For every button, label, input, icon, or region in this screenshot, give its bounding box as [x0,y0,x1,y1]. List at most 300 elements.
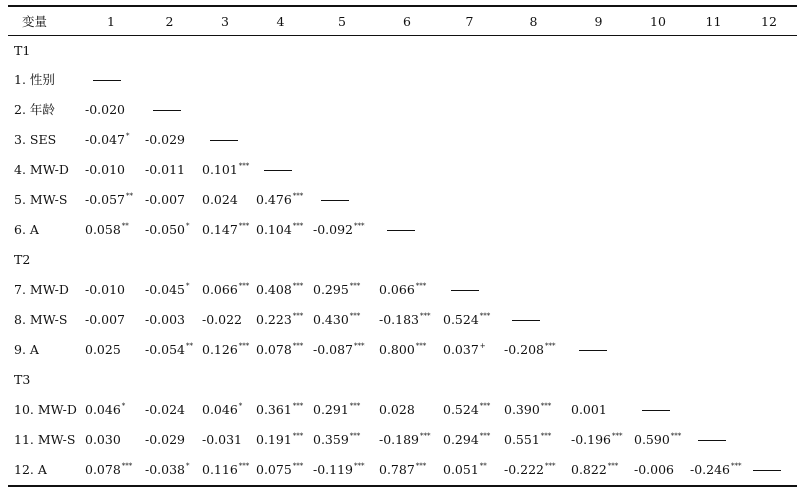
coefficient-value: -0.031 [202,431,243,447]
table-cell [567,214,630,244]
table-cell [500,394,567,424]
table-cell [141,334,198,364]
significance-marker: *** [238,281,250,290]
variable-label: 8. MW-S [14,311,68,327]
table-cell [252,124,309,154]
coefficient-value: -0.010 [85,281,126,297]
table-cell [252,424,309,454]
table-cell [439,124,500,154]
table-row [8,124,797,154]
significance-marker: *** [292,341,304,350]
significance-marker: ** [186,341,194,350]
table-cell [500,424,567,454]
table-cell [741,304,797,334]
table-cell [567,304,630,334]
correlation-table [8,6,797,484]
significance-marker: * [126,131,130,140]
table-cell [375,94,439,124]
table-cell [141,64,198,94]
coefficient-value: 0.408 [256,281,292,297]
variable-label: 11. MW-S [14,431,76,447]
significance-marker: *** [354,221,365,230]
table-cell [741,274,797,304]
table-cell [198,334,252,364]
table-cell [686,154,741,184]
table-cell [198,184,252,214]
coefficient-value: 0.101 [202,161,238,177]
table-cell [252,214,309,244]
table-cell [81,334,141,364]
coefficient-value: 0.028 [379,401,415,417]
coefficient-value: -0.050 [145,221,186,237]
table-cell [439,94,500,124]
diagonal-dash [512,320,540,321]
header-cell: 12 [761,13,777,29]
table-row [8,214,797,244]
table-cell [500,36,567,64]
variable-label: 1. 性别 [14,72,55,87]
variable-label: 9. A [14,341,39,357]
significance-marker: *** [292,431,304,440]
coefficient-value: -0.024 [145,401,186,417]
table-cell [567,184,630,214]
table-cell [375,424,439,454]
table-cell [741,184,797,214]
significance-marker: * [186,281,190,290]
table-cell [567,454,630,484]
table-cell [567,244,630,274]
table-row [8,424,797,454]
table-cell [198,274,252,304]
table-cell [439,334,500,364]
table-cell [141,274,198,304]
table-cell [309,304,375,334]
table-cell [81,274,141,304]
significance-marker: *** [545,461,556,470]
header-cell: 2 [165,13,174,29]
table-cell [252,64,309,94]
table-cell [81,64,141,94]
table-row [8,64,797,94]
table-cell [567,36,630,64]
table-cell [81,424,141,454]
table-cell [567,94,630,124]
coefficient-value: -0.011 [145,161,186,177]
table-cell [198,94,252,124]
table-cell [252,94,309,124]
coefficient-value: -0.045 [145,281,186,297]
table-cell [686,94,741,124]
table-cell [439,244,500,274]
coefficient-value: 0.359 [313,431,349,447]
diagonal-dash [210,140,238,141]
table-cell [630,394,686,424]
variable-label: 10. MW-D [14,401,77,417]
coefficient-value: -0.087 [313,341,354,357]
coefficient-value: -0.007 [145,191,186,207]
significance-marker: * [238,401,243,410]
table-cell [686,424,741,454]
header-cell-variable: 变量 [22,14,48,29]
table-cell [686,454,741,484]
table-cell [375,364,439,394]
table-cell [309,424,375,454]
coefficient-value: 0.590 [634,431,670,447]
section-row [8,244,797,274]
coefficient-value: -0.029 [145,431,186,447]
coefficient-value: 0.126 [202,341,238,357]
table-cell [439,64,500,94]
significance-marker: *** [354,461,365,470]
coefficient-value: -0.038 [145,461,186,477]
significance-marker: *** [612,431,623,440]
table-cell [686,64,741,94]
coefficient-value: 0.822 [571,461,607,477]
header-cell: 11 [705,13,722,29]
coefficient-value: 0.078 [85,461,121,477]
table-cell [198,394,252,424]
header-cell: 3 [221,13,229,29]
table-cell [375,64,439,94]
coefficient-value: -0.246 [690,461,731,477]
table-cell [375,334,439,364]
table-cell [500,214,567,244]
coefficient-value: 0.066 [202,281,238,297]
coefficient-value: 0.116 [202,461,238,477]
table-row [8,304,797,334]
table-row [8,454,797,484]
table-cell [439,394,500,424]
coefficient-value: 0.037 [443,341,479,357]
significance-marker: *** [349,311,361,320]
significance-marker: ** [121,221,129,230]
coefficient-value: 0.524 [443,311,479,327]
table-row [8,154,797,184]
coefficient-value: 0.191 [256,431,292,447]
variable-label: 4. MW-D [14,161,69,177]
significance-marker: *** [349,401,361,410]
table-row [8,184,797,214]
table-cell [141,394,198,424]
section-label: T2 [14,251,31,267]
table-cell [141,364,198,394]
table-cell [198,214,252,244]
table-row [8,274,797,304]
variable-label: 6. A [14,221,39,237]
table-cell [567,124,630,154]
coefficient-value: -0.189 [379,431,420,447]
diagonal-dash [153,110,181,111]
diagonal-dash [753,470,781,471]
table-cell [741,334,797,364]
table-cell [198,304,252,334]
table-cell [630,364,686,394]
table-cell [741,36,797,64]
table-cell [630,154,686,184]
table-cell [141,454,198,484]
header-cell: 9 [594,13,603,29]
table-cell [81,36,141,64]
header-row [8,6,797,36]
table-cell [567,64,630,94]
table-cell [375,454,439,484]
section-label: T3 [14,371,31,387]
significance-marker: *** [292,221,304,230]
table-cell [252,364,309,394]
diagonal-dash [698,440,726,441]
significance-marker: *** [479,311,491,320]
table-cell [375,394,439,424]
table-cell [439,364,500,394]
table-cell [686,334,741,364]
significance-marker: *** [415,341,427,350]
significance-marker: * [121,401,126,410]
table-cell [198,124,252,154]
table-cell [439,214,500,244]
table-cell [198,36,252,64]
significance-marker: *** [349,431,361,440]
header-cell: 4 [276,13,285,29]
variable-label: 2. 年龄 [14,102,55,117]
table-cell [439,36,500,64]
diagonal-dash [387,230,415,231]
coefficient-value: 0.524 [443,401,479,417]
table-cell [375,244,439,274]
table-cell [309,394,375,424]
table-row [8,94,797,124]
significance-marker: *** [238,161,250,170]
table-cell [439,304,500,334]
table-cell [500,364,567,394]
table-cell [741,454,797,484]
table-cell [309,364,375,394]
table-cell [686,124,741,154]
table-cell [630,334,686,364]
table-cell [198,424,252,454]
table-cell [252,304,309,334]
table-cell [198,154,252,184]
table-cell [81,244,141,274]
coefficient-value: 0.294 [443,431,479,447]
table-cell [741,154,797,184]
significance-marker: *** [540,401,552,410]
table-cell [141,304,198,334]
table-cell [309,214,375,244]
coefficient-value: -0.222 [504,461,545,477]
table-cell [630,244,686,274]
significance-marker: *** [731,461,742,470]
coefficient-value: 0.024 [202,191,238,207]
coefficient-value: -0.006 [634,461,675,477]
table-cell [500,454,567,484]
section-row [8,364,797,394]
table-cell [630,64,686,94]
table-cell [567,274,630,304]
header-cell: 7 [465,13,474,29]
significance-marker: *** [354,341,365,350]
table-cell [630,274,686,304]
significance-marker: *** [238,221,250,230]
table-body [8,36,797,484]
coefficient-value: 0.476 [256,191,292,207]
table-cell [375,184,439,214]
table-cell [198,244,252,274]
coefficient-value: 0.551 [504,431,540,447]
variable-label: 7. MW-D [14,281,69,297]
header-cell: 1 [107,13,115,29]
table-cell [252,184,309,214]
table-cell [439,184,500,214]
coefficient-value: 0.066 [379,281,415,297]
table-cell [252,36,309,64]
table-cell [686,36,741,64]
table-cell [81,184,141,214]
coefficient-value: 0.147 [202,221,238,237]
table-cell [198,64,252,94]
table-cell [81,454,141,484]
coefficient-value: 0.787 [379,461,415,477]
table-cell [309,124,375,154]
table-cell [141,36,198,64]
table-cell [500,304,567,334]
coefficient-value: 0.078 [256,341,292,357]
table-cell [439,154,500,184]
coefficient-value: 0.058 [85,221,121,237]
table-cell [309,154,375,184]
coefficient-value: 0.046 [202,401,238,417]
table-cell [630,304,686,334]
coefficient-value: 0.075 [256,461,292,477]
diagonal-dash [451,290,479,291]
table-cell [81,124,141,154]
table-cell [741,424,797,454]
table-cell [252,454,309,484]
table-cell [252,334,309,364]
table-cell [309,244,375,274]
table-cell [567,334,630,364]
table-cell [309,184,375,214]
coefficient-value: 0.223 [256,311,292,327]
table-cell [741,124,797,154]
table-cell [686,394,741,424]
table-cell [567,394,630,424]
header-cell: 5 [338,13,346,29]
table-cell [741,244,797,274]
table-cell [741,394,797,424]
table-cell [500,184,567,214]
table-cell [309,94,375,124]
table-cell [81,154,141,184]
table-cell [252,154,309,184]
significance-marker: * [186,221,190,230]
table-cell [81,94,141,124]
table-cell [630,424,686,454]
table-cell [741,364,797,394]
coefficient-value: -0.020 [85,101,126,117]
coefficient-value: 0.390 [504,401,540,417]
table-cell [439,424,500,454]
table-cell [309,454,375,484]
coefficient-value: 0.104 [256,221,292,237]
table-cell [630,454,686,484]
significance-marker: *** [670,431,682,440]
header-cell: 8 [529,13,538,29]
table-cell [567,424,630,454]
coefficient-value: -0.057 [85,191,126,207]
coefficient-value: -0.003 [145,311,186,327]
table-cell [141,124,198,154]
table-row [8,334,797,364]
coefficient-value: -0.196 [571,431,612,447]
coefficient-value: -0.047 [85,131,126,147]
coefficient-value: 0.291 [313,401,349,417]
header-cell: 10 [650,13,666,29]
significance-marker: *** [292,401,304,410]
table-cell [686,244,741,274]
table-cell [741,64,797,94]
table-cell [309,64,375,94]
table-cell [686,304,741,334]
coefficient-value: -0.010 [85,161,126,177]
table-cell [81,364,141,394]
significance-marker: *** [479,401,491,410]
table-cell [500,94,567,124]
table-cell [500,154,567,184]
diagonal-dash [642,410,670,411]
variable-label: 12. A [14,461,47,477]
significance-marker: *** [349,281,361,290]
coefficient-value: 0.295 [313,281,349,297]
coefficient-value: -0.119 [313,461,354,477]
significance-marker: *** [292,311,304,320]
table-cell [141,424,198,454]
coefficient-value: -0.029 [145,131,186,147]
table-cell [375,154,439,184]
table-cell [500,334,567,364]
table-cell [630,94,686,124]
table-cell [500,124,567,154]
coefficient-value: 0.800 [379,341,415,357]
significance-marker: *** [420,431,431,440]
table-cell [500,274,567,304]
table-cell [686,274,741,304]
table-cell [81,214,141,244]
table-cell [630,184,686,214]
significance-marker: ** [126,191,134,200]
header-cell: 6 [403,13,411,29]
table-cell [375,124,439,154]
table-cell [567,154,630,184]
table-cell [630,36,686,64]
table-bottom-rule [8,485,797,487]
coefficient-value: -0.022 [202,311,243,327]
coefficient-value: 0.030 [85,431,121,447]
significance-marker: *** [238,341,250,350]
coefficient-value: 0.046 [85,401,121,417]
significance-marker: *** [292,461,304,470]
table-cell [375,274,439,304]
diagonal-dash [93,80,121,81]
table-cell [375,304,439,334]
table-cell [141,94,198,124]
table-cell [81,304,141,334]
coefficient-value: 0.430 [313,311,349,327]
significance-marker: *** [238,461,250,470]
coefficient-value: 0.361 [256,401,292,417]
table-cell [375,36,439,64]
table-cell [686,184,741,214]
significance-marker: *** [545,341,556,350]
